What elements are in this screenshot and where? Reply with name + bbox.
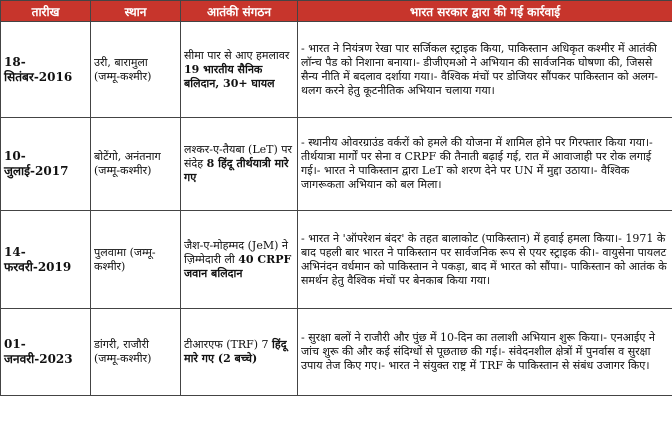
- header-date: तारीख: [1, 1, 91, 22]
- place-cell: उरी, बारामुला (जम्मू-कश्मीर): [91, 22, 181, 118]
- table-row: [1, 118, 672, 211]
- date-cell: 10-जुलाई-2017: [1, 118, 91, 211]
- table-row: [1, 211, 672, 309]
- org-text: जैश-ए-मोहम्मद (JeM) ने ज़िम्मेदारी ली: [184, 238, 288, 266]
- table-row: [1, 309, 672, 396]
- casualty-text: हिंदू मारे गए (2 बच्चे): [184, 338, 287, 365]
- org-cell: [181, 118, 298, 211]
- action-cell: - स्थानीय ओवरग्राउंड वर्करों को हमले की योजना में शामिल होने पर गिरफ्तार किया गया।- तीर्थयात्रा मार्गों पर सेना व CRPF की तैनाती बढ़ाई गई, रात में आवाजाही पर रोक लगाई गई।- भारत ने पाकिस्तान द्वारा LeT को शरण देने पर UN में मुद्दा उठाया।- वैश्विक जागरूकता अभियान को बल मिला।: [298, 118, 672, 211]
- casualty-text: 40 CRPF जवान बलिदान: [184, 252, 292, 280]
- action-cell: - भारत ने नियंत्रण रेखा पार सर्जिकल स्ट्राइक किया, पाकिस्तान अधिकृत कश्मीर में आतंकी लॉन्च पैड को निशाना बनाया।- डीजीएमओ ने अभियान की सार्वजनिक घोषणा की, जिससे सैन्य नीति में बदलाव दर्शाया गया।- वैश्विक मंचों पर डोजियर सौंपकर पाकिस्तान को अलग-थलग करने हेतु कूटनीतिक अभियान चलाया गया।: [298, 22, 672, 118]
- org-cell: [181, 211, 298, 309]
- place-cell: बोटेंगो, अनंतनाग (जम्मू-कश्मीर): [91, 118, 181, 211]
- date-cell: 14-फरवरी-2019: [1, 211, 91, 309]
- casualty-text: 19 भारतीय सैनिक बलिदान, 30+ घायल: [184, 62, 275, 90]
- org-cell: [181, 22, 298, 118]
- casualty-text: 8 हिंदू तीर्थयात्री मारे गए: [184, 157, 289, 184]
- place-cell: डांगरी, राजौरी (जम्मू-कश्मीर): [91, 309, 181, 396]
- date-cell: 01-जनवरी-2023: [1, 309, 91, 396]
- header-action: भारत सरकार द्वारा की गई कार्रवाई: [298, 1, 672, 22]
- header-place: स्थान: [91, 1, 181, 22]
- header-org: आतंकी संगठन: [181, 1, 298, 22]
- table-row: [1, 22, 672, 118]
- date-cell: 18-सितंबर-2016: [1, 22, 91, 118]
- action-cell: - भारत ने 'ऑपरेशन बंदर' के तहत बालाकोट (पाकिस्तान) में हवाई हमला किया।- 1971 के बाद पहली बार भारत ने पाकिस्तान पर सार्वजनिक रूप से एयर स्ट्राइक की।- वायुसेना पायलट अभिनंदन वर्धमान को पाकिस्तान ने पकड़ा, बाद में भारत को सौंपा।- पाकिस्तान को आतंक के समर्थन हेतु वैश्विक मंचों पर बेनकाब किया गया।: [298, 211, 672, 309]
- org-text: सीमा पार से आए हमलावर: [184, 48, 290, 62]
- header-row: [1, 1, 672, 22]
- org-text: लश्कर-ए-तैयबा (LeT) पर संदेह: [184, 143, 293, 170]
- org-text: टीआरएफ (TRF) 7: [184, 338, 273, 351]
- action-cell: - सुरक्षा बलों ने राजौरी और पुंछ में 10-दिन का तलाशी अभियान शुरू किया।- एनआईए ने जांच शुरू की और कई संदिग्धों से पूछताछ की गई।- संवेदनशील क्षेत्रों में पुनर्वास व सुरक्षा उपाय तेज किए गए।- भारत ने संयुक्त राष्ट्र में TRF के पाकिस्तान से संबंध उजागर किए।: [298, 309, 672, 396]
- place-cell: पुलवामा (जम्मू-कश्मीर): [91, 211, 181, 309]
- org-cell: [181, 309, 298, 396]
